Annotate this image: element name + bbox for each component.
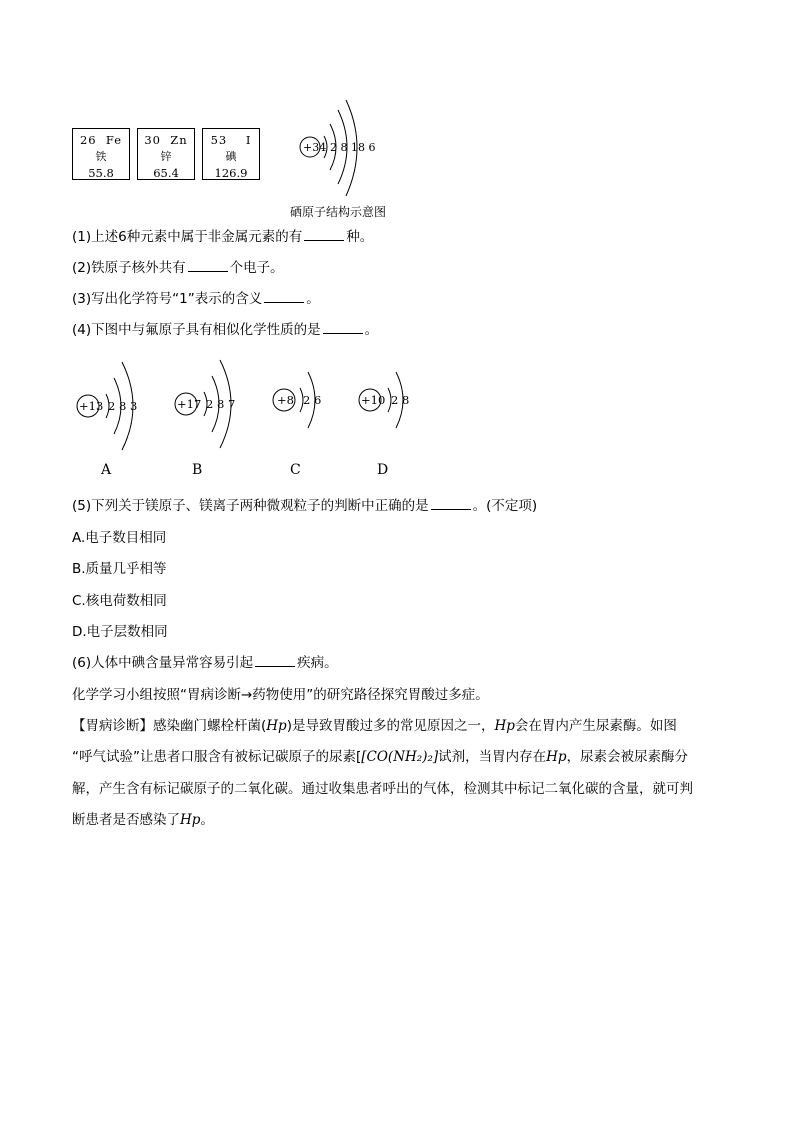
question-text: 。	[364, 322, 379, 338]
atom-label-d: D	[377, 462, 389, 478]
text: 断患者是否感染了	[72, 812, 180, 828]
nucleus-charge: +17	[177, 397, 202, 411]
element-symbol: I	[245, 133, 252, 147]
hp-symbol: Hp	[180, 812, 201, 828]
text: ，尿素会被尿素酶分	[566, 749, 689, 765]
element-mass: 65.4	[153, 166, 179, 180]
selenium-atom-diagram	[290, 96, 400, 200]
element-name: 铁	[95, 150, 107, 163]
urea-formula: [CO(NH₂)₂]	[361, 749, 439, 765]
text: 【胃病诊断】感染幽门螺栓杆菌(	[72, 718, 267, 734]
question-text: 。	[306, 291, 320, 307]
answer-blank[interactable]	[255, 654, 295, 667]
atom-label-a: A	[101, 462, 112, 478]
question-text: (3)写出化学符号“1”表示的含义	[72, 291, 263, 307]
atom-diagram-d	[350, 364, 424, 440]
intro-text: 化学学习小组按照“胃病诊断→药物使用”的研究路径探究胃酸过多症。	[72, 687, 489, 703]
element-name: 碘	[225, 150, 237, 163]
text: )是导致胃酸过多的常见原因之一，	[286, 718, 495, 734]
hp-symbol: Hp	[494, 718, 515, 734]
electron-shells: 2 8 3	[108, 399, 138, 413]
selenium-caption: 硒原子结构示意图	[290, 205, 387, 219]
answer-blank[interactable]	[323, 321, 363, 334]
atom-label-c: C	[290, 462, 301, 478]
paragraph-line-4	[72, 811, 214, 829]
element-mass: 55.8	[88, 166, 114, 180]
electron-shells: 2 8 18 6	[330, 141, 376, 154]
element-mass: 126.9	[214, 166, 248, 180]
atom-diagram-b	[168, 356, 248, 452]
paragraph-line-2	[72, 748, 688, 766]
nucleus-charge: +34	[303, 141, 327, 154]
element-symbol: Zn	[170, 133, 188, 147]
element-card-i	[202, 128, 260, 180]
answer-blank[interactable]	[431, 497, 471, 510]
nucleus-charge: +13	[79, 399, 104, 413]
electron-shells: 2 8 7	[206, 397, 236, 411]
text: 。	[200, 812, 214, 828]
element-number: 30	[144, 133, 161, 147]
question-text: (2)铁原子核外共有	[72, 260, 186, 276]
nucleus-charge: +10	[361, 393, 386, 407]
question-3	[72, 290, 320, 308]
electron-shells: 2 8	[391, 393, 410, 407]
atom-diagram-a	[70, 356, 150, 452]
option-b: B.质量几乎相等	[72, 561, 167, 577]
paragraph-line-1	[72, 717, 677, 735]
element-number: 53	[210, 133, 228, 147]
text: 试剂，当胃内存在	[438, 749, 547, 765]
question-text: 种。	[346, 229, 374, 245]
text: 会在胃内产生尿素酶。如图	[514, 718, 677, 734]
text: “呼气试验”让患者口服含有被标记碳原子的尿素[	[72, 749, 362, 765]
element-card-fe	[72, 128, 130, 180]
question-text: (6)人体中碘含量异常容易引起	[72, 655, 254, 671]
answer-blank[interactable]	[264, 290, 304, 303]
question-6	[72, 654, 338, 672]
atom-label-b: B	[192, 462, 203, 478]
element-symbol: Fe	[105, 133, 123, 147]
atom-diagram-c	[266, 364, 336, 440]
question-text: 。(不定项)	[472, 498, 538, 514]
option-c: C.核电荷数相同	[72, 593, 167, 609]
element-card-zn	[137, 128, 195, 180]
question-2	[72, 259, 284, 277]
answer-blank[interactable]	[188, 259, 228, 272]
answer-blank[interactable]	[304, 228, 344, 241]
question-text: 疾病。	[297, 655, 338, 671]
question-1	[72, 228, 373, 246]
option-a: A.电子数目相同	[72, 530, 167, 546]
question-text: (1)上述6种元素中属于非金属元素的有	[72, 229, 303, 245]
question-text: (5)下列关于镁原子、镁离子两种微观粒子的判断中正确的是	[72, 498, 429, 514]
question-text: 个电子。	[229, 260, 284, 276]
element-number: 26	[79, 133, 97, 147]
electron-shells: 2 6	[303, 393, 322, 407]
hp-symbol: Hp	[266, 718, 287, 734]
hp-symbol: Hp	[546, 749, 567, 765]
element-name: 锌	[160, 150, 172, 163]
question-5	[72, 497, 537, 515]
paragraph-line-3: 解，产生含有标记碳原子的二氧化碳。通过收集患者呼出的气体，检测其中标记二氧化碳的含量，就可判	[72, 781, 693, 797]
question-4	[72, 321, 378, 339]
question-text: (4)下图中与氟原子具有相似化学性质的是	[72, 322, 321, 338]
option-d: D.电子层数相同	[72, 624, 168, 640]
nucleus-charge: +8	[277, 393, 294, 407]
